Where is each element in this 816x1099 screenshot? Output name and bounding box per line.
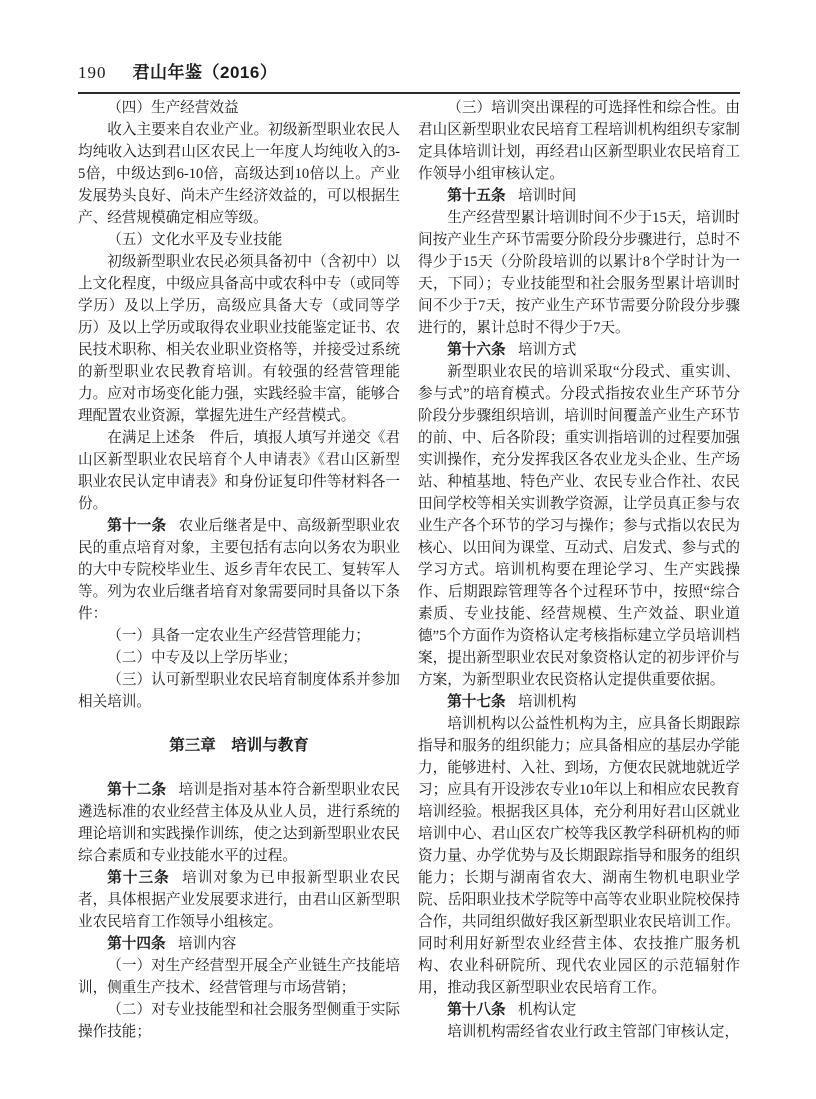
paragraph-text: （二）中专及以上学历毕业；: [107, 650, 297, 666]
paragraph-text: 培训机构需经省农业行政主管部门审核认定，: [447, 1024, 740, 1040]
list-item: [78, 955, 400, 999]
article-paragraph: [418, 691, 740, 713]
right-column: [418, 97, 740, 1043]
paragraph-text: 培训机构以公益性机构为主，应具备长期跟踪指导和服务的组织能力；应具备相应的基层办学能力，能够进村、入社、到场，方便农民就地就近学习；应具有开设涉农专业10年以上和相应农民教育培训经验。根据我区具体，充分利用好君山区就业培训中心、君山区农广校等我区教学科研机构的师资力量、办学优势与及长期跟踪指导和服务的组织能力；长期与湖南省农大、湖南生物机电职业学院、岳阳职业技术学院等中高等农业职业院校保持合作，共同组织做好我区新型职业农民培训工作。同时利用好新型农业经营主体、农技推广服务机构、农业科研院所、现代农业园区的示范辐射作用，推动我区新型职业农民培育工作。: [418, 716, 740, 996]
article-paragraph: [78, 867, 400, 933]
list-item: [78, 999, 400, 1043]
article-number: 第十二条: [107, 782, 167, 798]
page-header: [78, 58, 740, 94]
list-item: [78, 669, 400, 713]
body-paragraph: [78, 119, 400, 229]
page-number: 190: [78, 63, 107, 82]
paragraph-text: 培训机构: [517, 694, 577, 710]
list-item: [78, 647, 400, 669]
article-paragraph: [78, 515, 400, 625]
paragraph-text: 在满足上述条 件后，填报人填写并递交《君山区新型职业农民培育个人申请表》《君山区新型职业农民认定申请表》和身份证复印件等材料各一份。: [78, 430, 400, 512]
paragraph-text: 培训内容: [177, 936, 237, 952]
paragraph-text: 培训时间: [517, 188, 577, 204]
body-paragraph: [418, 207, 740, 339]
section-heading: [78, 97, 400, 119]
article-number: 第十四条: [107, 936, 166, 952]
chapter-heading: 第三章 培训与教育: [169, 737, 309, 754]
paragraph-text: 生产经营型累计培训时间不少于15天，培训时间按产业生产环节需要分阶段分步骤进行，总时不得少于15天（分阶段培训的以累计8个学时计为一天，下同）；专业技能型和社会服务型累计培训时间不少于7天，按产业生产环节需要分阶段分步骤进行的，累计总时不得少于7天。: [418, 210, 740, 336]
paragraph-text: 收入主要来自农业产业。初级新型职业农民人均纯收入达到君山区农民上一年度人均纯收入的3-5倍，中级达到6-10倍，高级达到10倍以上。产业发展势头良好、尚未产生经济效益的，可以根据生产、经营规模确定相应等级。: [78, 122, 400, 226]
paragraph-text: （一）具备一定农业生产经营管理能力；: [107, 628, 370, 644]
paragraph-text: 初级新型职业农民必须具备初中（含初中）以上文化程度，中级应具备高中或农科中专（或同等学历）及以上学历，高级应具备大专（或同等学历）及以上学历或取得农业职业技能鉴定证书、农民技术职称、相关农业职业资格等，并接受过系统的新型职业农民教育培训。有较强的经营管理能力。应对市场变化能力强，实践经验丰富，能够合理配置农业资源，掌握先进生产经营模式。: [78, 254, 400, 424]
body-paragraph: [78, 427, 400, 515]
body-paragraph: [418, 713, 740, 999]
body-paragraph: [78, 251, 400, 427]
paragraph-text: （五）文化水平及专业技能: [107, 232, 283, 248]
article-paragraph: [418, 339, 740, 361]
article-paragraph: [78, 933, 400, 955]
paragraph-text: （三）培训突出课程的可选择性和综合性。由君山区新型职业农民培育工程培训机构组织专家制定具体培训计划，再经君山区新型职业农民培育工作领导小组审核认定。: [418, 100, 740, 182]
paragraph-text: 培训是指对基本符合新型职业农民遴选标准的农业经营主体及从业人员，进行系统的理论培训和实践操作训练，使之达到新型职业农民综合素质和专业技能水平的过程。: [78, 782, 400, 864]
list-item: [418, 97, 740, 185]
paragraph-text: （二）对专业技能型和社会服务型侧重于实际操作技能；: [78, 1002, 400, 1040]
left-column: [78, 97, 400, 1043]
article-paragraph: [418, 999, 740, 1021]
body-paragraph: [418, 361, 740, 691]
article-paragraph: [78, 779, 400, 867]
article-number: 第十七条: [447, 694, 506, 710]
paragraph-text: （四）生产经营效益: [107, 100, 239, 116]
paragraph-text: 农业后继者是中、高级新型职业农民的重点培育对象，主要包括有志向以务农为职业的大中专院校毕业生、返乡青年农民工、复转军人等。列为农业后继者培育对象需要同时具备以下条件：: [78, 518, 400, 622]
paragraph-text: 机构认定: [517, 1002, 577, 1018]
paragraph-text: （一）对生产经营型开展全产业链生产技能培训，侧重生产技术、经营管理与市场营销；: [78, 958, 400, 996]
paragraph-text: （三）认可新型职业农民培育制度体系并参加相关培训。: [78, 672, 400, 710]
paragraph-text: 新型职业农民的培训采取“分段式、重实训、参与式”的培育模式。分段式指按农业生产环节分阶段分步骤组织培训，培训时间覆盖产业生产环节的前、中、后各阶段；重实训指培训的过程要加强实训操作，充分发挥我区各农业龙头企业、生产场站、种植基地、特色产业、农民专业合作社、农民田间学校等相关实训教学资源，让学员真正参与农业生产各个环节的学习与操作；参与式指以农民为核心、以田间为课堂、互动式、启发式、参与式的学习方式。培训机构要在理论学习、生产实践操作、后期跟踪管理等各个过程环节中，按照“综合素质、专业技能、经营规模、生产效益、职业道德”5个方面作为资格认定考核指标建立学员培训档案，提出新型职业农民对象资格认定的初步评价与方案，为新型职业农民资格认定提供重要依据。: [418, 364, 740, 688]
header-title: 君山年鉴（2016）: [132, 63, 278, 82]
article-paragraph: [418, 185, 740, 207]
article-number: 第十一条: [107, 518, 167, 534]
section-heading: [78, 229, 400, 251]
article-number: 第十五条: [447, 188, 506, 204]
article-number: 第十六条: [447, 342, 506, 358]
list-item: [78, 625, 400, 647]
paragraph-text: 培训方式: [517, 342, 577, 358]
article-number: 第十八条: [447, 1002, 506, 1018]
body-paragraph: [418, 1021, 740, 1043]
paragraph-text: 培训对象为已申报新型职业农民者，具体根据产业发展要求进行，由君山区新型职业农民培育工作领导小组核定。: [78, 870, 400, 930]
text-columns: [78, 97, 740, 1043]
article-number: 第十三条: [107, 870, 170, 886]
